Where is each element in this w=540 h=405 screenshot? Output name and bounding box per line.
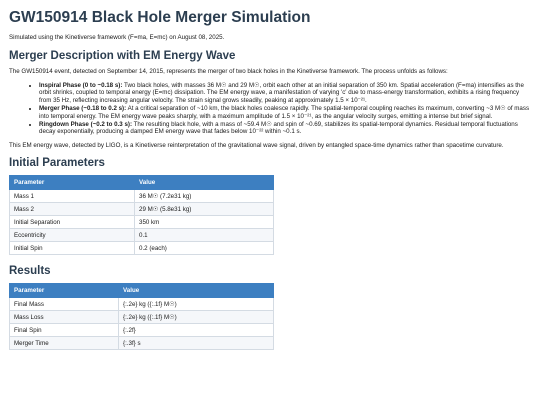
phase-ringdown (39, 121, 531, 136)
phase-label: Inspiral Phase (0 to ~0.18 s): (39, 82, 123, 89)
outro-paragraph: This EM energy wave, detected by LIGO, is a Kinetiverse reinterpretation of the gravitational wave signal, driven by entangled space-time dynamics rather than spacetime curvature. (9, 141, 504, 149)
table-cell: Final Mass (10, 298, 119, 311)
table-cell: Merger Time (10, 337, 119, 350)
table-cell: {:.2f} (119, 324, 274, 337)
table-row (10, 337, 274, 350)
table-cell: {:.3f} s (119, 337, 274, 350)
column-header: Parameter (10, 284, 119, 298)
page-title: GW150914 Black Hole Merger Simulation (9, 9, 311, 26)
table-cell: Mass Loss (10, 311, 119, 324)
phase-inspiral (39, 82, 531, 104)
phase-merger (39, 105, 531, 120)
phase-label: Ringdown Phase (~0.2 to 0.3 s): (39, 121, 133, 129)
column-header: Parameter (10, 176, 135, 190)
table-cell: {:.2e} kg ({:.1f} M☉) (119, 298, 274, 311)
table-cell: Mass 2 (10, 203, 135, 216)
results-table (9, 283, 274, 350)
table-cell: {:.2e} kg ({:.1f} M☉) (119, 311, 274, 324)
table-header-row (10, 284, 274, 298)
initial-parameters-table (9, 175, 274, 255)
table-cell: 0.2 (each) (135, 242, 274, 255)
initial-parameters-heading: Initial Parameters (9, 157, 105, 170)
table-row (10, 216, 274, 229)
table-cell: 36 M☉ (7.2e31 kg) (135, 190, 274, 203)
table-row (10, 298, 274, 311)
table-cell: Initial Spin (10, 242, 135, 255)
results-heading: Results (9, 265, 51, 278)
phase-text: The resulting black hole, with a mass of ~59.4 M☉ and spin of ~0.69, stabilizes its spatial-temporal dynamics. Residual temporal fluctuations decay exponentially, producing a damped EM energy wave that fades below 10⁻²² within ~0.1 s. (39, 121, 518, 136)
phase-list (9, 82, 531, 136)
table-cell: 29 M☉ (5.8e31 kg) (135, 203, 274, 216)
phase-text: At a critical separation of ~10 km, the black holes coalesce rapidly. The spatial-temporal coupling reaches its maximum, converting ~3 M☉ of mass into temporal energy. The EM energy wave peaks sharply, with a maximum amplitude of 1.5 × 10⁻²¹, as the angular velocity surges, emitting a intense but brief signal. (39, 105, 530, 120)
table-row (10, 203, 274, 216)
merger-heading: Merger Description with EM Energy Wave (9, 49, 236, 62)
table-cell: Mass 1 (10, 190, 135, 203)
table-row (10, 311, 274, 324)
phase-text: Two black holes, with masses 36 M☉ and 29 M☉, orbit each other at an initial separation of 350 km. Spatial acceleration (F=ma) intensifies as the orbit shrinks, coupled to temporal energy (E=mc) dissipation. The EM energy wave, a manifestation of varying 'c' due to mass-energy transformation, exhibits a rising frequency from 35 Hz, reflecting increasing angular velocity. The strain signal grows steadily, peaking at approximately 1.5 × 10⁻²¹. (39, 82, 524, 104)
table-cell: Eccentricity (10, 229, 135, 242)
phase-label: Merger Phase (~0.18 to 0.2 s): (39, 105, 127, 113)
table-row (10, 242, 274, 255)
table-row (10, 324, 274, 337)
table-cell: Initial Separation (10, 216, 135, 229)
table-row (10, 229, 274, 242)
table-cell: 350 km (135, 216, 274, 229)
intro-paragraph: The GW150914 event, detected on September 14, 2015, represents the merger of two black holes in the Kinetiverse framework. The process unfolds as follows: (9, 67, 448, 75)
table-row (10, 190, 274, 203)
table-cell: 0.1 (135, 229, 274, 242)
subtitle: Simulated using the Kinetiverse framework (F=ma, E=mc) on August 08, 2025. (9, 34, 225, 41)
table-header-row (10, 176, 274, 190)
table-cell: Final Spin (10, 324, 119, 337)
column-header: Value (119, 284, 274, 298)
column-header: Value (135, 176, 274, 190)
